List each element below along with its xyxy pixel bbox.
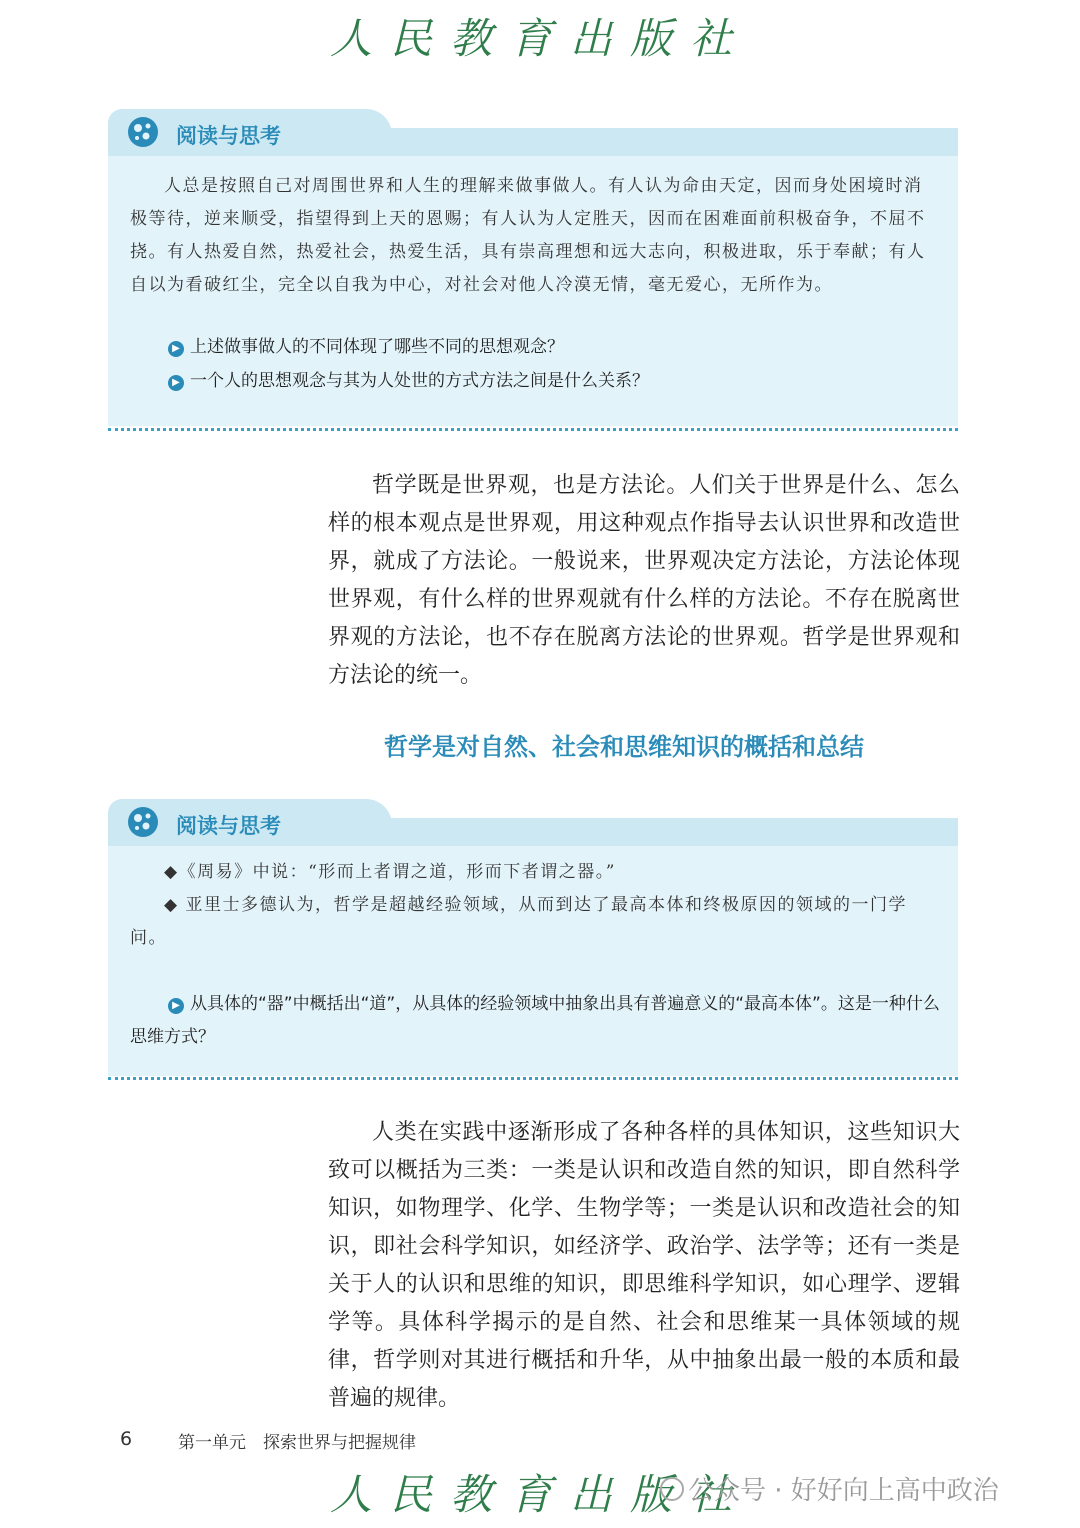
- body-paragraph-1: 哲学既是世界观，也是方法论。人们关于世界是什么、怎么样的根本观点是世界观，用这种观点作指导去认识世界和改造世界，就成了方法论。一般说来，世界观决定方法论，方法论体现世界观，有什么样的世界观就有什么样的方法论。不存在脱离世界观的方法论，也不存在脱离方法论的世界观。哲学是世界观和方法论的统一。: [328, 473, 960, 688]
- dotted-divider: [108, 428, 958, 431]
- wechat-icon: [660, 1477, 684, 1501]
- question-1: ▶ 上述做事做人的不同体现了哪些不同的思想观念？: [168, 331, 564, 364]
- reading-box-2-item-1: ◆《周易》中说：“形而上者谓之道，形而下者谓之器。”: [164, 862, 616, 882]
- reading-box-2-title: 阅读与思考: [176, 814, 281, 838]
- reading-box-1-title: 阅读与思考: [176, 124, 281, 148]
- play-arrow-icon: ▶: [168, 341, 184, 357]
- question-2: ▶ 一个人的思想观念与其为人处世的方式方法之间是什么关系？: [168, 365, 649, 398]
- play-arrow-icon: ▶: [168, 375, 184, 391]
- page-number: 6: [120, 1428, 133, 1450]
- play-arrow-icon: ▶: [168, 998, 184, 1014]
- reading-box-1-text: 人总是按照自己对周围世界和人生的理解来做事做人。有人认为命由天定，因而身处困境时消极等待，逆来顺受，指望得到上天的恩赐；有人认为人定胜天，因而在困难面前积极奋争，不屈不挠。有人热爱自然，热爱社会，热爱生活，具有崇高理想和远大志向，积极进取，乐于奉献；有人自以为看破红尘，完全以自我为中心，对社会对他人冷漠无情，毫无爱心，无所作为。: [130, 176, 926, 295]
- globe-icon: [126, 805, 160, 839]
- watermark: 公众号 · 好好向上高中政治: [660, 1470, 999, 1507]
- unit-title: 第一单元 探索世界与把握规律: [178, 1433, 416, 1453]
- reading-box-2-item-2: ◆ 亚里士多德认为，哲学是超越经验领域，从而到达了最高本体和终极原因的领域的一门学问。: [130, 895, 907, 948]
- section-heading: 哲学是对自然、社会和思维知识的概括和总结: [384, 733, 864, 761]
- question-3: ▶ 从具体的“器”中概括出“道”，从具体的经验领域中抽象出具有普遍意义的“最高本体”。这是一种什么思维方式？: [130, 994, 940, 1047]
- publisher-logo-bottom: 人民教育出版社: [329, 1470, 750, 1519]
- dotted-divider: [108, 1077, 958, 1080]
- globe-icon: [126, 115, 160, 149]
- publisher-logo-top: 人民教育出版社: [329, 14, 750, 63]
- body-paragraph-2: 人类在实践中逐渐形成了各种各样的具体知识，这些知识大致可以概括为三类：一类是认识和改造自然的知识，即自然科学知识，如物理学、化学、生物学等；一类是认识和改造社会的知识，即社会科学知识，如经济学、政治学、法学等；还有一类是关于人的认识和思维的知识，即思维科学知识，如心理学、逻辑学等。具体科学揭示的是自然、社会和思维某一具体领域的规律，哲学则对其进行概括和升华，从中抽象出最一般的本质和最普遍的规律。: [328, 1120, 960, 1411]
